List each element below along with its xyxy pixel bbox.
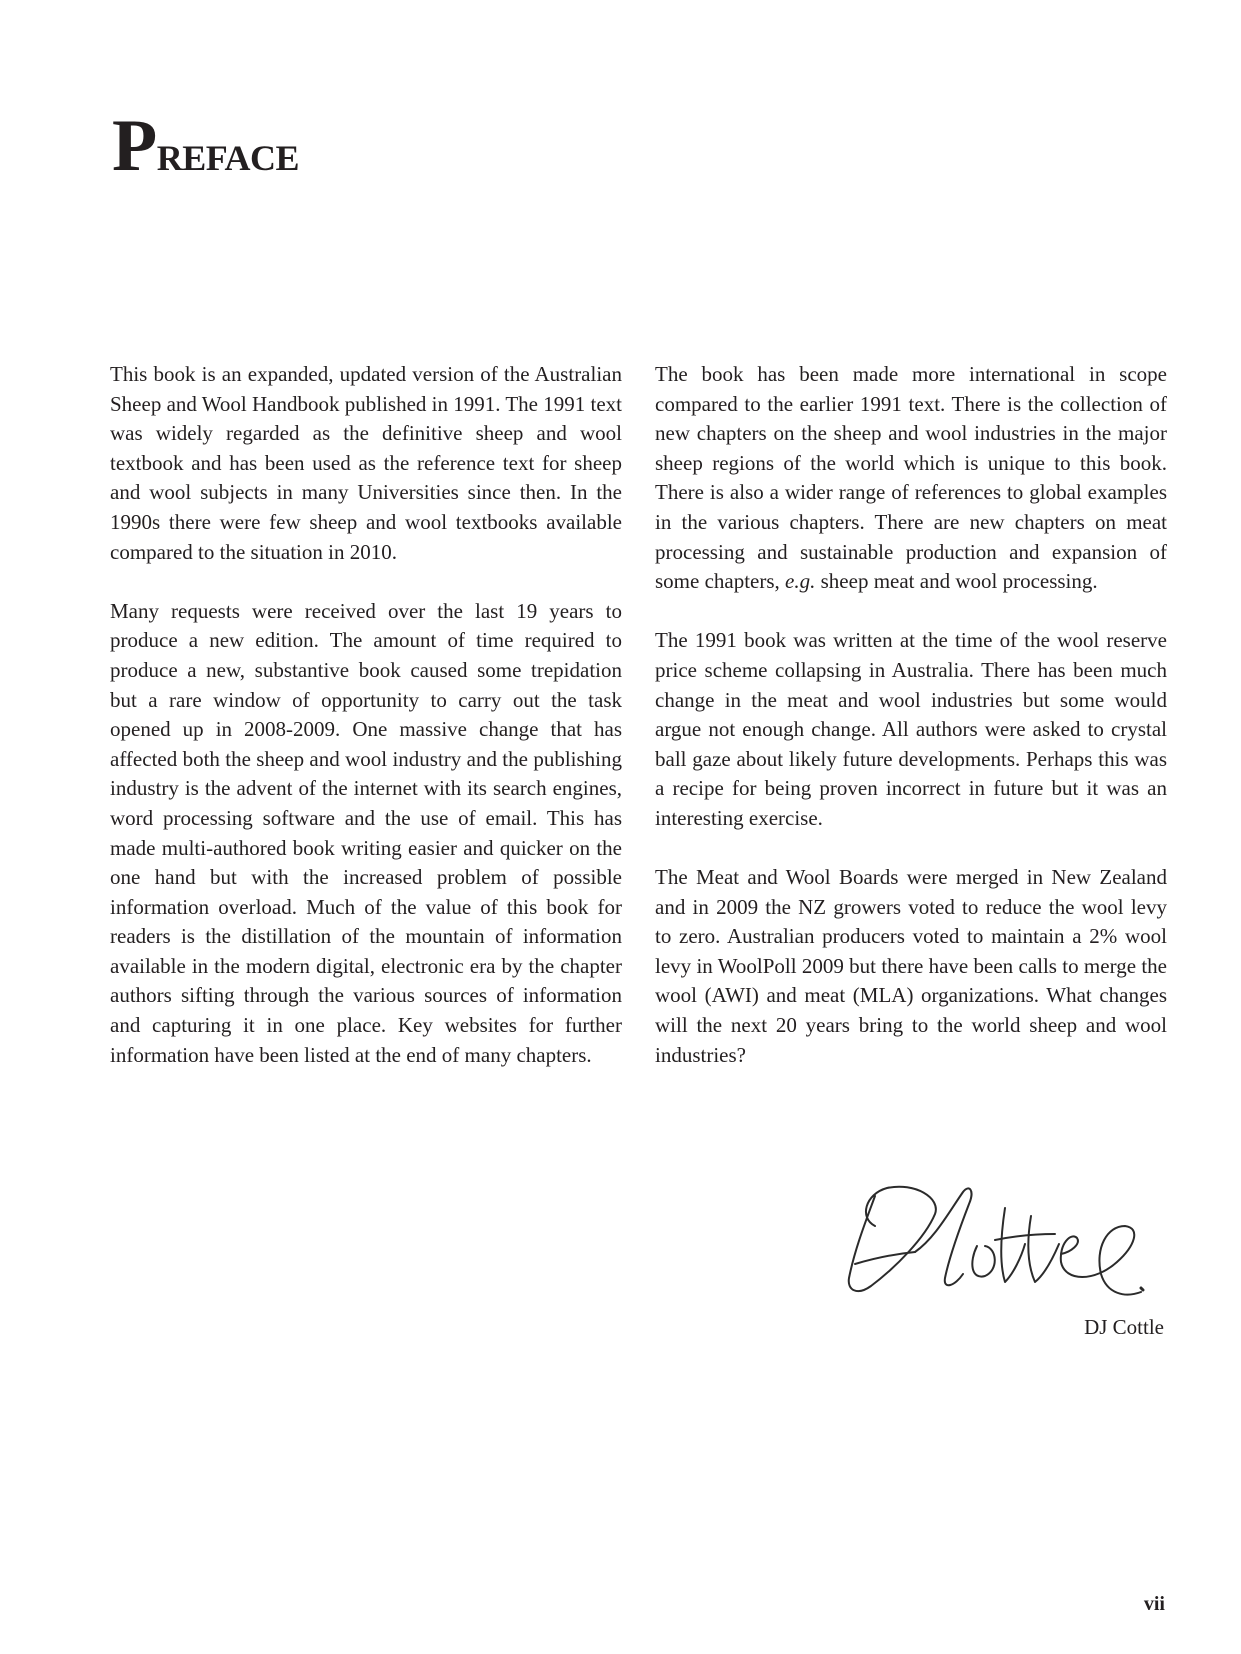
handwritten-signature [845,1178,1155,1316]
right-paragraph-1-text-a: The book has been made more international in scope compared to the earlier 1991 text. There is the collection of new chapters on the sheep and wool industries in the major sheep regions of the world which is unique to this book. There is also a wider range of references to global examples in the various chapters. There are new chapters on meat processing and sustainable production and expansion of some chapters, [655,362,1167,594]
page-number: vii [1143,1593,1165,1615]
title-rest: reface [156,125,300,182]
left-paragraph-1: This book is an expanded, updated version of the Australian Sheep and Wool Handbook published in 1991. The 1991 text was widely regarded as the definitive sheep and wool textbook and has been used as the reference text for sheep and wool subjects in many Universities since then. In the 1990s there were few sheep and wool textbooks available compared to the situation in 2010. [110,362,622,564]
left-column [110,360,622,1070]
right-paragraph-1-emphasis: e.g. [785,569,816,594]
right-paragraph-3: The Meat and Wool Boards were merged in New Zealand and in 2009 the NZ growers voted to reduce the wool levy to zero. Australian producers voted to maintain a 2% wool levy in WoolPoll 2009 but there have been calls to merge the wool (AWI) and meat (MLA) organizations. What changes will the next 20 years bring to the world sheep and wool industries? [655,865,1167,1067]
page-title [112,102,299,191]
signatory-name: DJ Cottle [1084,1315,1164,1339]
right-paragraph-2: The 1991 book was written at the time of the wool reserve price scheme collapsing in Australia. There has been much change in the meat and wool industries but some would argue not enough change. All authors were asked to crystal ball gaze about likely future developments. Perhaps this was a recipe for being proven incorrect in future but it was an interesting exercise. [655,628,1167,830]
left-paragraph-2: Many requests were received over the last 19 years to produce a new edition. The amount of time required to produce a new, substantive book caused some trepidation but a rare window of opportunity to carry out the task opened up in 2008-2009. One massive change that has affected both the sheep and wool industry and the publishing industry is the advent of the internet with its search engines, word processing software and the use of email. This has made multi-authored book writing easier and quicker on the one hand but with the increased problem of possible information overload. Much of the value of this book for readers is the distillation of the mountain of information available in the modern digital, electronic era by the chapter authors sifting through the various sources of information and capturing it in one place. Key websites for further information have been listed at the end of many chapters. [110,598,622,1067]
right-paragraph-1 [655,360,1167,597]
right-column [655,360,1167,1070]
title-initial: P [112,105,157,187]
right-paragraph-1-text-b: sheep meat and wool processing. [815,569,1098,594]
